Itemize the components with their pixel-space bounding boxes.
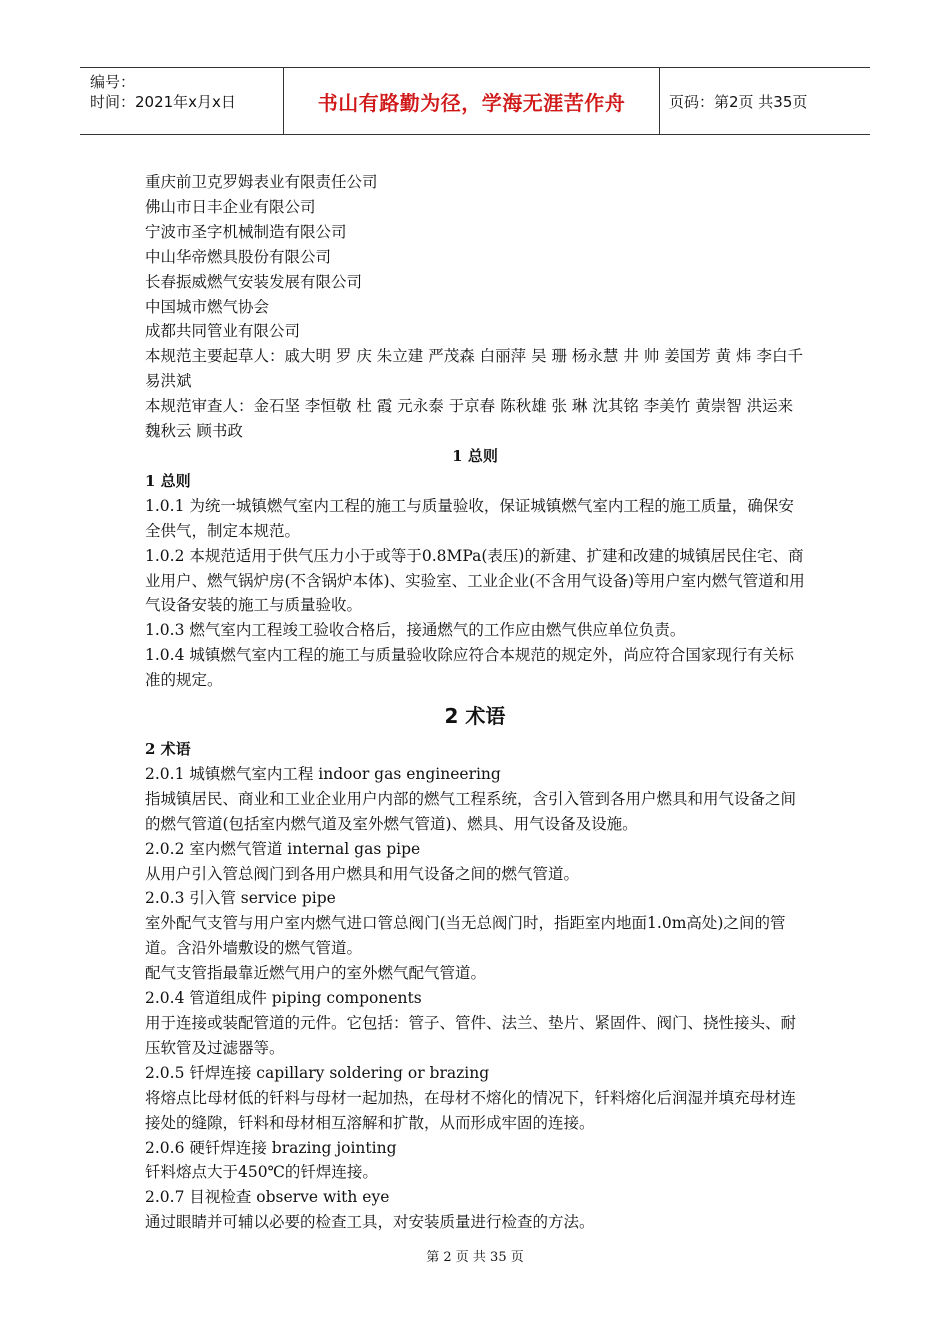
term-definition: 从用户引入管总阀门到各用户燃具和用气设备之间的燃气管道。	[145, 864, 580, 883]
section-1-heading: 1 总则	[452, 446, 498, 465]
term-heading: 2.0.4 管道组成件 piping components	[145, 989, 422, 1008]
term-definition: 配气支管指最靠近燃气用户的室外燃气配气管道。	[145, 964, 487, 983]
drafters-paragraph: 本规范主要起草人：戚大明 罗 庆 朱立建 严茂森 白丽萍 吴 珊 杨永慧 井 帅 姜国芳 黄 炜 李白千 易洪斌	[145, 347, 803, 391]
reviewers-paragraph: 本规范审查人：金石坚 李恒敬 杜 霞 元永泰 于京春 陈秋雄 张 琳 沈其铭 李美竹 黄崇智 洪运来 魏秋云 顾书政	[145, 397, 794, 441]
term-heading: 2.0.7 目视检查 observe with eye	[145, 1188, 390, 1207]
term-definition: 室外配气支管与用户室内燃气进口管总阀门(当无总阀门时，指距室内地面1.0m高处)之间的管道。含沿外墙敷设的燃气管道。	[145, 914, 786, 958]
term-heading: 2.0.1 城镇燃气室内工程 indoor gas engineering	[145, 764, 501, 783]
section-2-subheading: 2 术语	[145, 740, 191, 759]
term-definition: 通过眼睛并可辅以必要的检查工具，对安装质量进行检查的方法。	[145, 1213, 595, 1232]
term-heading: 2.0.6 硬钎焊连接 brazing jointing	[145, 1138, 397, 1157]
term-definition: 钎料熔点大于450℃的钎焊连接。	[145, 1163, 378, 1182]
org-line: 宁波市圣字机械制造有限公司	[145, 222, 347, 241]
org-line: 重庆前卫克罗姆表业有限责任公司	[145, 173, 378, 191]
header-meta	[80, 68, 284, 134]
org-line: 长春振威燃气安装发展有限公司	[145, 272, 363, 291]
term-heading: 2.0.3 引入管 service pipe	[145, 889, 336, 908]
clause-paragraph: 1.0.1 为统一城镇燃气室内工程的施工与质量验收，保证城镇燃气室内工程的施工质量，确保安全供气，制定本规范。	[145, 496, 794, 540]
document-time-label: 时间：2021年x月x日	[90, 93, 236, 111]
org-line: 中国城市燃气协会	[145, 297, 270, 316]
org-line: 成都共同管业有限公司	[145, 322, 301, 341]
term-definition: 指城镇居民、商业和工业企业用户内部的燃气工程系统，含引入管到各用户燃具和用气设备之间的燃气管道(包括室内燃气道及室外燃气管道)、燃具、用气设备及设施。	[145, 789, 797, 833]
document-number-label: 编号：	[90, 73, 136, 91]
org-line: 中山华帝燃具股份有限公司	[145, 247, 332, 266]
section-1-subheading: 1 总则	[145, 471, 191, 490]
term-definition: 用于连接或装配管道的元件。它包括：管子、管件、法兰、垫片、紧固件、阀门、挠性接头、耐压软管及过滤器等。	[145, 1014, 797, 1057]
org-line: 佛山市日丰企业有限公司	[145, 197, 316, 216]
document-body	[145, 170, 805, 1235]
header-page-info: 页码：第2页 共35页	[669, 92, 808, 111]
section-2-heading: 2 术语	[444, 704, 506, 729]
clause-paragraph: 1.0.3 燃气室内工程竣工验收合格后，接通燃气的工作应由燃气供应单位负责。	[145, 621, 686, 640]
term-heading: 2.0.2 室内燃气管道 internal gas pipe	[145, 839, 421, 858]
page-footer: 第 2 页 共 35 页	[426, 1250, 524, 1265]
clause-paragraph: 1.0.2 本规范适用于供气压力小于或等于0.8MPa(表压)的新建、扩建和改建的城镇居民住宅、商业用户、燃气锅炉房(不含锅炉本体)、实验室、工业企业(不含用气设备)等用户室内燃气管道和用气设备安装的施工与质量验收。	[145, 546, 805, 615]
header-motto: 书山有路勤为径，学海无涯苦作舟	[284, 68, 660, 134]
page-header	[80, 67, 870, 135]
clause-paragraph: 1.0.4 城镇燃气室内工程的施工与质量验收除应符合本规范的规定外，尚应符合国家现行有关标准的规定。	[145, 646, 794, 690]
term-heading: 2.0.5 钎焊连接 capillary soldering or brazing	[145, 1063, 490, 1082]
term-definition: 将熔点比母材低的钎料与母材一起加热，在母材不熔化的情况下，钎料熔化后润湿并填充母材连接处的缝隙，钎料和母材相互溶解和扩散，从而形成牢固的连接。	[145, 1088, 797, 1132]
